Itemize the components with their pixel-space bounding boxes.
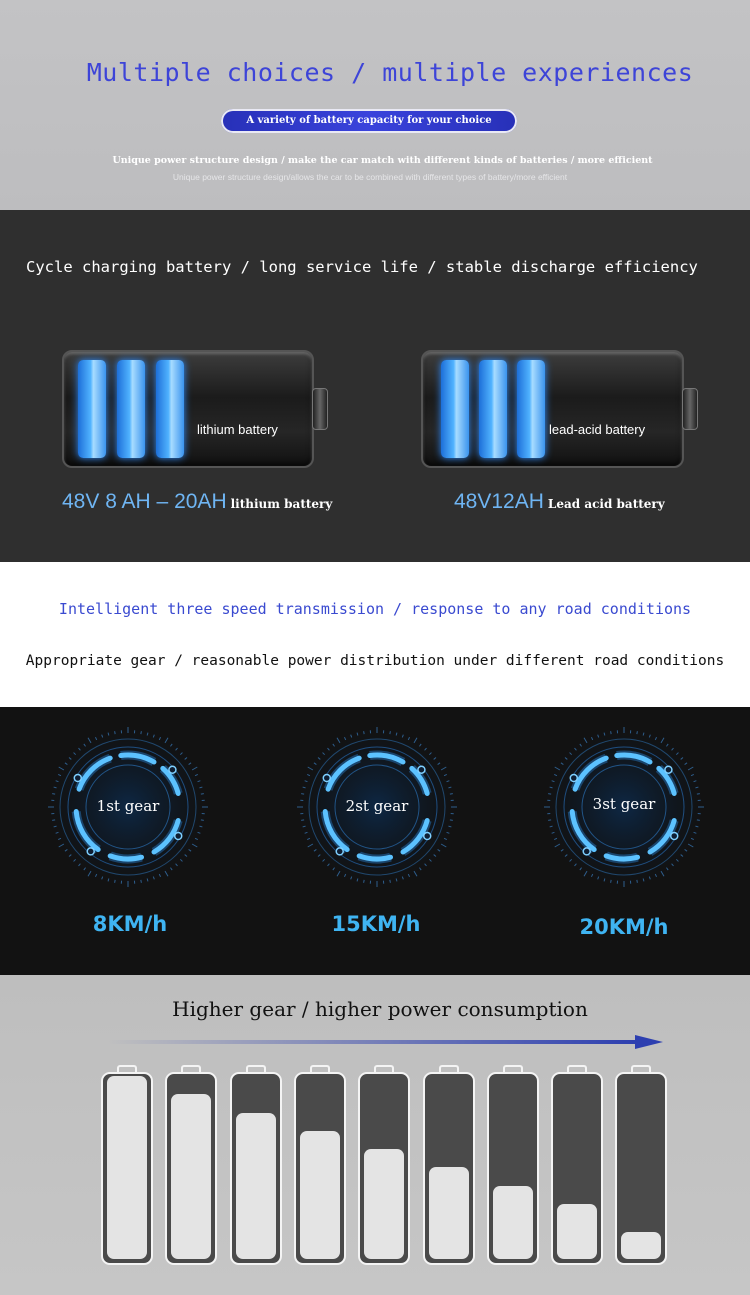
lithium-spec <box>62 490 332 514</box>
battery-label: lead-acid battery <box>549 422 646 437</box>
gears-section <box>0 707 750 975</box>
battery-label: lithium battery <box>197 422 278 437</box>
battery-fill <box>557 1204 597 1259</box>
gear-label: 2st gear <box>345 797 409 815</box>
lead-acid-battery-icon <box>421 350 698 468</box>
battery-fill <box>107 1076 147 1259</box>
gear-speed: 15KM/h <box>331 912 421 936</box>
consumption-section <box>0 975 750 1295</box>
battery-level-icon <box>615 1065 667 1265</box>
lead-acid-spec <box>454 490 665 514</box>
spec-value: 48V 8 AH – 20AH <box>62 490 227 513</box>
battery-shell <box>165 1072 217 1265</box>
transmission-subline: Appropriate gear / reasonable power distribution under different road conditions <box>25 653 725 669</box>
battery-cell <box>156 360 184 458</box>
gear-dial-2 <box>295 725 459 889</box>
transmission-headline: Intelligent three speed transmission / response to any road conditions <box>58 600 692 618</box>
battery-section-title: Cycle charging battery / long service life / stable discharge efficiency <box>26 258 698 276</box>
spec-text: lithium battery <box>230 497 333 511</box>
lithium-battery-icon <box>62 350 328 468</box>
battery-level-icon <box>101 1065 153 1265</box>
battery-shell <box>423 1072 475 1265</box>
battery-level-icon <box>487 1065 539 1265</box>
battery-level-icon <box>294 1065 346 1265</box>
gear-dial-3 <box>542 725 706 889</box>
battery-cell <box>78 360 106 458</box>
gear-label: 3st gear <box>592 795 656 813</box>
battery-body <box>421 350 684 468</box>
capacity-badge: A variety of battery capacity for your choice <box>221 109 517 133</box>
gear-speed: 20KM/h <box>579 915 669 939</box>
battery-fill <box>171 1094 211 1259</box>
battery-level-icon <box>165 1065 217 1265</box>
gear-speed: 8KM/h <box>92 912 168 936</box>
battery-fill <box>236 1113 276 1259</box>
battery-level-icon <box>423 1065 475 1265</box>
battery-cell <box>441 360 469 458</box>
consumption-title: Higher gear / higher power consumption <box>172 997 588 1021</box>
battery-terminal <box>682 388 698 430</box>
battery-shell <box>358 1072 410 1265</box>
battery-terminal <box>312 388 328 430</box>
battery-level-icon <box>230 1065 282 1265</box>
battery-fill <box>429 1167 469 1259</box>
battery-section <box>0 210 750 562</box>
header-section <box>0 0 750 210</box>
transmission-section <box>0 562 750 707</box>
battery-shell <box>230 1072 282 1265</box>
battery-shell <box>294 1072 346 1265</box>
battery-shell <box>551 1072 603 1265</box>
battery-cell <box>517 360 545 458</box>
battery-level-icon <box>551 1065 603 1265</box>
gear-label: 1st gear <box>96 797 160 815</box>
battery-shell <box>615 1072 667 1265</box>
battery-fill <box>493 1186 533 1259</box>
battery-level-icon <box>358 1065 410 1265</box>
battery-fill <box>300 1131 340 1259</box>
header-description-secondary: Unique power structure design/allows the car to be combined with different types of battery/more efficient <box>172 172 568 182</box>
battery-fill <box>621 1232 661 1259</box>
header-description: Unique power structure design / make the car match with different kinds of batteries / more efficient <box>112 155 653 166</box>
battery-shell <box>101 1072 153 1265</box>
battery-body <box>62 350 314 468</box>
battery-cell <box>117 360 145 458</box>
gear-dial-1 <box>46 725 210 889</box>
arrow-right-icon <box>108 1035 663 1049</box>
battery-fill <box>364 1149 404 1259</box>
battery-cell <box>479 360 507 458</box>
spec-text: Lead acid battery <box>547 497 665 511</box>
battery-shell <box>487 1072 539 1265</box>
spec-value: 48V12AH <box>454 490 544 513</box>
page-title: Multiple choices / multiple experiences <box>86 58 694 87</box>
